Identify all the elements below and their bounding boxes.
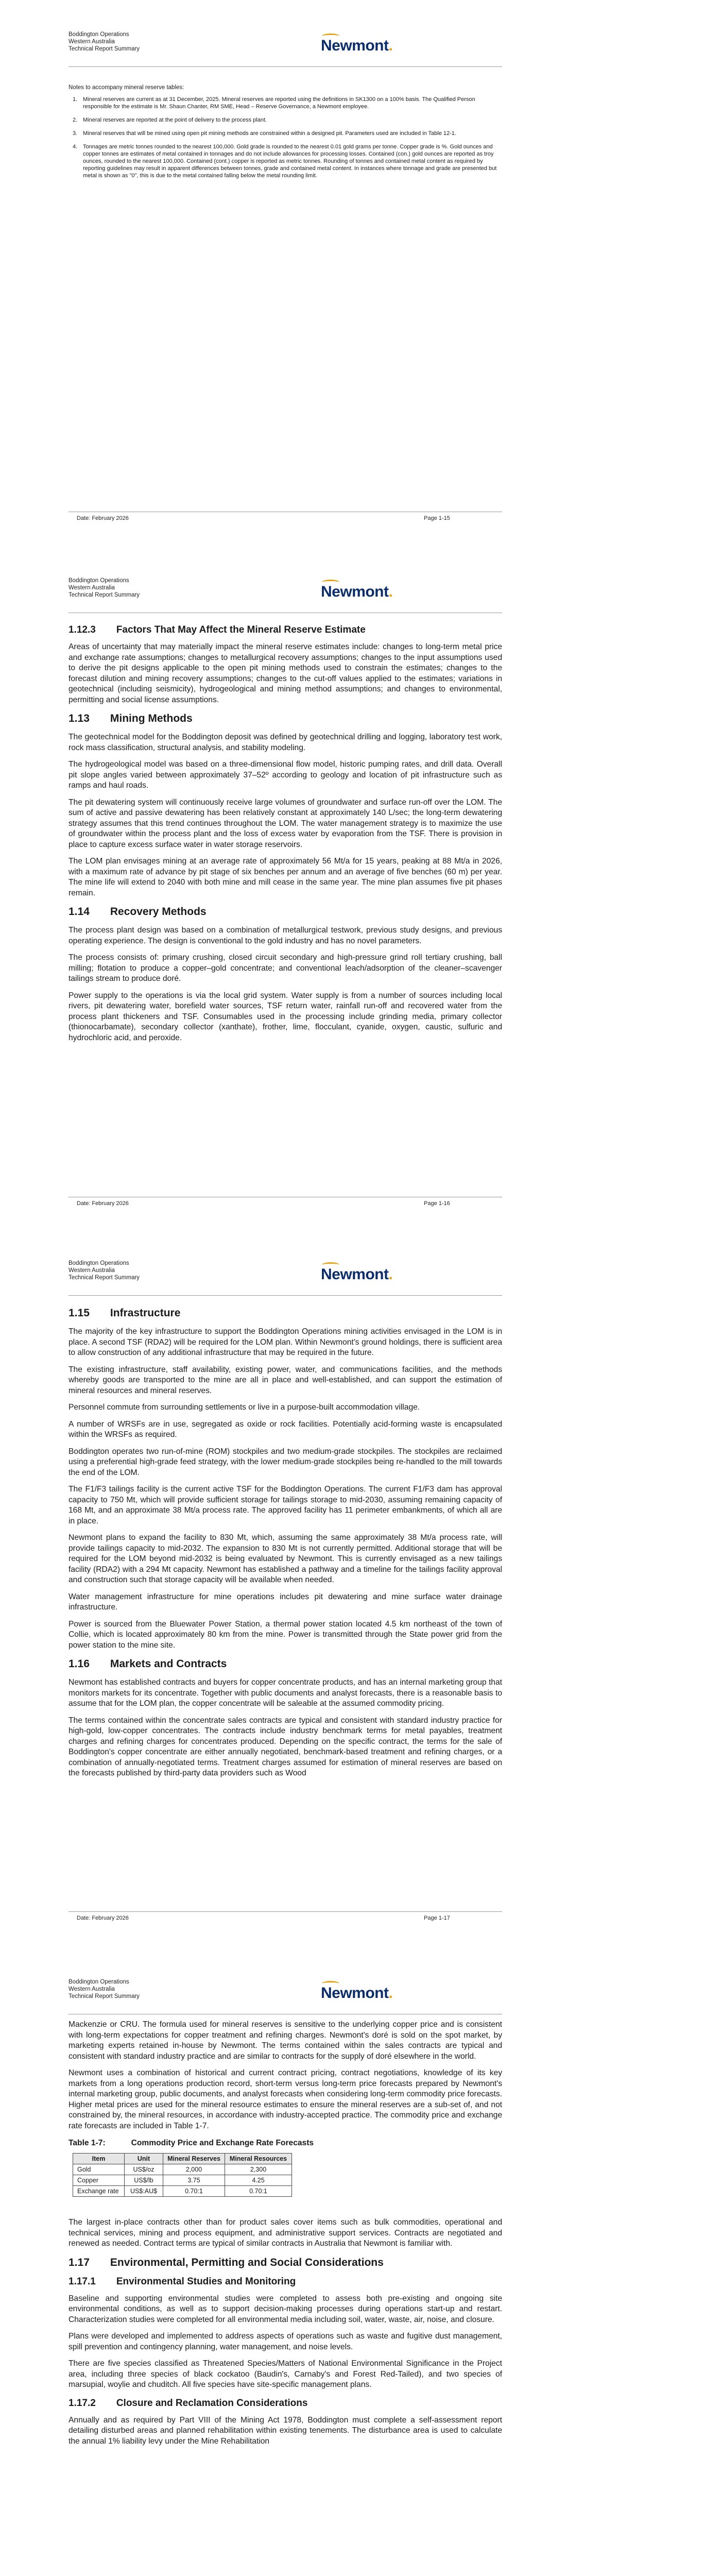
section-number: 1.15 xyxy=(68,1307,90,1319)
table-cell: Gold xyxy=(73,2164,125,2175)
paragraph: Newmont plans to expand the facility to 830 Mt, which, assuming the same approximately 38 Mt/a process rate, will provide tailings capacity to mid-2032. The expansion to 830 Mt is not currently permitted. Additional storage that will be required for the LOM beyond mid-2032 is being evaluated by Newmont. This is currently envisaged as a new tailings facility (RDA2) with a 294 Mt capacity. Newmont has established a pathway and a timeline for the tailings facility approval and construction such that storage capacity will be available when needed. xyxy=(68,1533,502,1584)
note-text: Mineral reserves are current as at 31 December, 2025. Mineral reserves are reported using the definitions in SK1300 on a 100% basis. The Qualified Person responsible for the estimate is Mr. Shaun Chanter, RM SME, Head – Reserve Governance, a Newmont employee. xyxy=(83,96,475,110)
table-cell: Copper xyxy=(73,2175,125,2186)
section-heading xyxy=(68,2276,502,2287)
table-cell: US$:AU$ xyxy=(125,2186,163,2197)
header-line: Western Australia xyxy=(68,39,115,45)
section-heading xyxy=(68,624,502,636)
paragraph: The largest in-place contracts other than for product sales cover items such as bulk commodities, operational and technical services, mining and process equipment, and administrative support services. Contracts are negotiated and renewed as needed. Contract terms are typical of similar contracts in Australia that Newmont is familiar with. xyxy=(68,2218,502,2248)
section-heading xyxy=(68,2398,502,2409)
note-number: 1. xyxy=(73,96,78,103)
page-footer xyxy=(68,1197,502,1209)
section-number: 1.12.3 xyxy=(68,624,96,635)
logo-dot: . xyxy=(388,1266,393,1283)
section-heading xyxy=(68,2257,502,2269)
note-number: 4. xyxy=(73,144,78,150)
page-1-15 xyxy=(0,0,703,531)
section-title: Infrastructure xyxy=(110,1307,181,1319)
note-number: 3. xyxy=(73,130,78,137)
table-cell: Exchange rate xyxy=(73,2186,125,2197)
logo-swoosh-icon xyxy=(322,580,339,585)
section-number: 1.17.2 xyxy=(68,2397,96,2409)
column-header: Unit xyxy=(125,2154,163,2164)
page-header xyxy=(68,1978,502,2014)
table-cell: 4.25 xyxy=(225,2175,292,2186)
paragraph: Baseline and supporting environmental studies were completed to assess both pre-existing and ongoing site environmental conditions, as well as to support decision-making processes during operations start-up and restart. Characterization studies were completed for all environmental media including soil, water, waste, air, noise, and closure. xyxy=(68,2294,502,2324)
paragraph: The F1/F3 tailings facility is the current active TSF for the Boddington Operations. The current F1/F3 dam has approval capacity to 750 Mt, which will provide sufficient storage for tailings storage to mid-2030, assuming remaining capacity of 168 Mt, and an approximate 38 Mt/a process rate. The approved facility has 11 perimeter embankments, of which all are in place. xyxy=(68,1485,502,1526)
page-body xyxy=(68,72,502,185)
column-header: Item xyxy=(73,2154,125,2164)
section-title: Factors That May Affect the Mineral Reserve Estimate xyxy=(116,624,366,635)
logo-dot: . xyxy=(388,583,393,600)
table-cell: 2,300 xyxy=(225,2164,292,2175)
section-heading xyxy=(68,906,502,918)
table-row xyxy=(73,2164,292,2175)
table-caption-title: Commodity Price and Exchange Rate Forecasts xyxy=(131,2139,314,2147)
newmont-logo xyxy=(321,583,392,601)
paragraph: The majority of the key infrastructure to support the Boddington Operations mining activities envisaged in the LOM is in place. A second TSF (RDA2) will be required for the LOM plan. Within Newmont's ground holdings, there is sufficient area to allow construction of any additional infrastructure that may be required in the future. xyxy=(68,1327,502,1357)
header-lines xyxy=(68,1978,140,2000)
note-item xyxy=(68,130,502,137)
paragraph: The LOM plan envisages mining at an average rate of approximately 56 Mt/a for 15 years, peaking at 88 Mt/a in 2026, with a maximum rate of advance by pit stage of six benches per annum and an average of five benches (60 m) per year. The mine life will extend to 2040 with both mine and mill cease in the same year. The mine plan assumes five pit phases remain. xyxy=(68,857,502,897)
page-1-17 xyxy=(0,1231,703,1932)
paragraph: The process plant design was based on a combination of metallurgical testwork, previous study designs, and previous operating experience. The design is conventional to the gold industry and has no novel parameters. xyxy=(68,926,502,945)
header-lines xyxy=(68,577,140,599)
logo-text: Newmont xyxy=(321,37,389,54)
paragraph: The existing infrastructure, staff availability, existing power, water, and communications facilities, and the methods whereby goods are transported to the mine are all in place and well-established, and can support the estimation of mineral resources and mineral reserves. xyxy=(68,1365,502,1395)
table-cell: 0.70:1 xyxy=(163,2186,225,2197)
note-number: 2. xyxy=(73,117,78,123)
table-caption xyxy=(68,2139,502,2148)
header-line: Technical Report Summary xyxy=(68,592,140,598)
table-cell: US$/oz xyxy=(125,2164,163,2175)
paragraph: The geotechnical model for the Boddington deposit was defined by geotechnical drilling and logging, laboratory test work, rock mass classification, structural analysis, and stability modeling. xyxy=(68,733,502,752)
header-line: Western Australia xyxy=(68,1986,115,1992)
note-item xyxy=(68,96,502,110)
table-cell: US$/lb xyxy=(125,2175,163,2186)
page-content xyxy=(68,1947,502,2576)
note-text: Tonnages are metric tonnes rounded to the nearest 100,000. Gold grade is rounded to the nearest 0.01 gold grams per tonne. Copper grade is %. Gold ounces and copper tonnes are estimates of metal contained in tonnages and do not include allowances for processing losses. Contained (con.) gold ounces are reported as troy ounces, rounded to the nearest 100,000. Contained (cont.) copper is reported as metric tonnes. Rounding of tonnes and contained metal content as required by reporting guidelines may result in apparent differences between tonnes, grade and contained metal content. In instances where tonnage and grade are presented but metal is shown as "0", this is due to the metal contained falling below the metal rounding limit. xyxy=(83,144,497,179)
page-header xyxy=(68,577,502,613)
logo-dot: . xyxy=(388,1985,393,2002)
page-body xyxy=(68,1300,502,1785)
paragraph: The process consists of: primary crushing, closed circuit secondary and high-pressure grind roll tertiary crushing, ball milling; flotation to produce a copper–gold concentrate; and conventional leach/adsorption of the cleaner–scavenger tailings stream to produce doré. xyxy=(68,953,502,983)
header-line: Western Australia xyxy=(68,585,115,591)
paragraph: Areas of uncertainty that may materially impact the mineral reserve estimates include: changes to long-term metal price and exchange rate assumptions; changes to metallurgical recovery assumptions; changes to the input assumptions used to derive the pit designs applicable to the open pit mining methods used to constrain the estimates; changes to the forecast dilution and mining recovery assumptions; changes to the cut-off values applied to the estimates; variations in geotechnical (including seismicity), hydrogeological and mining method assumptions; and changes to environmental, permitting and social license assumptions. xyxy=(68,642,502,704)
header-lines xyxy=(68,31,140,53)
header-line: Boddington Operations xyxy=(68,578,129,584)
section-title: Environmental, Permitting and Social Considerations xyxy=(110,2256,384,2268)
section-number: 1.17 xyxy=(68,2256,90,2268)
header-line: Boddington Operations xyxy=(68,31,129,38)
notes-list xyxy=(68,96,502,179)
section-number: 1.14 xyxy=(68,906,90,918)
footer-page-number: Page 1-17 xyxy=(424,1915,450,1921)
page-content xyxy=(68,1231,502,1932)
section-heading xyxy=(68,1307,502,1319)
logo-text: Newmont xyxy=(321,583,389,600)
logo-swoosh-icon xyxy=(322,33,339,39)
note-item xyxy=(68,143,502,179)
page-1-16 xyxy=(0,546,703,1211)
paragraph: Power is sourced from the Bluewater Power Station, a thermal power station located 4.5 km northeast of the town of Collie, which is located approximately 80 km from the mine. Power is transmitted through the State power grid from the power station to the mine site. xyxy=(68,1619,502,1650)
page-content xyxy=(68,0,502,531)
section-heading xyxy=(68,713,502,725)
section-number: 1.17.1 xyxy=(68,2276,96,2287)
paragraph: The hydrogeological model was based on a three-dimensional flow model, historic pumping rates, and drill data. Overall pit slope angles varied between approximately 37–52º according to geology and location of pit infrastructure such as ramps and haul roads. xyxy=(68,760,502,790)
note-text: Mineral reserves that will be mined using open pit mining methods are constrained within a designed pit. Parameters used are included in Table 12-1. xyxy=(83,130,456,137)
section-title: Recovery Methods xyxy=(110,906,207,918)
header-line: Western Australia xyxy=(68,1267,115,1274)
paragraph: Plans were developed and implemented to address aspects of operations such as waste and fugitive dust management, spill prevention and contingency planning, water management, and noise levels. xyxy=(68,2332,502,2351)
paragraph: Power supply to the operations is via the local grid system. Water supply is from a number of sources including local rivers, pit dewatering water, borefield water sources, TSF return water, rainfall run-off and recovered water from the process plant thickeners and TSF. Consumables used in the processing include grinding media, primary collector (thionocarbamate), secondary collector (xanthate), frother, lime, flocculant, cyanide, oxygen, caustic, sulfuric and hydrochloric acid, and peroxide. xyxy=(68,991,502,1042)
paragraph: The pit dewatering system will continuously receive large volumes of groundwater and surface run-off over the LOM. The sum of active and passive dewatering has been relatively constant at approximately 140 L/sec; the long-term dewatering strategy assumes that this trend continues throughout the LOM. The water management strategy is to maximize the use of groundwater within the process plant and the loss of excess water by evaporation from the TSF. There is provision in place to capture excess surface water in water storage reservoirs. xyxy=(68,798,502,849)
paragraph: Personnel commute from surrounding settlements or live in a purpose-built accommodation village. xyxy=(68,1403,420,1412)
paragraph: The terms contained within the concentrate sales contracts are typical and consistent with standard industry practice for high-gold, low-copper concentrates. The contracts include industry benchmark terms for metal payables, treatment charges and refining charges for concentrates produced. Depending on the specific contract, the terms for the sale of Boddington's copper concentrate are either annually negotiated, benchmark-based treatment and refining charges, or a combination of annually-negotiated terms. Treatment charges assumed for estimation of mineral reserves are based on the forecasts published by third-party data providers such as Wood xyxy=(68,1716,502,1777)
commodity-price-table xyxy=(73,2153,292,2197)
newmont-logo xyxy=(321,37,392,55)
page-body xyxy=(68,2020,502,2453)
footer-date: Date: February 2026 xyxy=(77,1915,129,1921)
logo-text: Newmont xyxy=(321,1985,389,2002)
logo-swoosh-icon xyxy=(322,1262,339,1267)
logo-swoosh-icon xyxy=(322,1981,339,1986)
logo-dot: . xyxy=(388,37,393,54)
paragraph: Newmont has established contracts and buyers for copper concentrate products, and has an internal marketing group that monitors markets for its concentrate. Together with public documents and analyst forecasts, there is a reasonable basis to assume that for the LOM plan, the copper concentrate will be saleable at the assumed commodity pricing. xyxy=(68,1678,502,1708)
page-1-18 xyxy=(0,1947,703,2576)
table-row xyxy=(73,2186,292,2197)
table-header-row xyxy=(73,2154,292,2164)
header-lines xyxy=(68,1260,140,1281)
section-title: Markets and Contracts xyxy=(110,1658,227,1670)
logo-text: Newmont xyxy=(321,1266,389,1283)
header-line: Technical Report Summary xyxy=(68,1275,140,1281)
paragraph: There are five species classified as Threatened Species/Matters of National Environmental Significance in the Project area, including three species of black cockatoo (Baudin's, Carnaby's and Forest Red-Tailed), and two species of marsupial, woylie and chuditch. All five species have site-specific management plans. xyxy=(68,2359,502,2389)
paragraph: Newmont uses a combination of historical and current contract pricing, contract negotiations, knowledge of its key markets from a long operations production record, short-term versus long-term price forecasts prepared by Newmont's internal marketing group, public documents, and analyst forecasts when considering long-term commodity price forecasts. Higher metal prices are used for the mineral resource estimates to ensure the mineral reserves are a sub-set of, and not constrained by, the mineral resources, in accordance with industry-accepted practice. The commodity price and exchange rate forecasts are included in Table 1-7. xyxy=(68,2069,502,2130)
note-item xyxy=(68,116,502,124)
newmont-logo xyxy=(321,1266,392,1283)
page-footer xyxy=(68,1911,502,1924)
column-header: Mineral Reserves xyxy=(163,2154,225,2164)
page-header xyxy=(68,1260,502,1296)
note-text: Mineral reserves are reported at the point of delivery to the process plant. xyxy=(83,117,267,123)
table-cell: 0.70:1 xyxy=(225,2186,292,2197)
section-title: Mining Methods xyxy=(110,713,193,724)
page-content xyxy=(68,546,502,1211)
header-line: Technical Report Summary xyxy=(68,1993,140,1999)
paragraph: Mackenzie or CRU. The formula used for mineral reserves is sensitive to the underlying copper price and is consistent with long-term expectations for copper treatment and refining charges. Newmont's doré is sold on the spot market, by marketing experts retained in-house by Newmont. The terms contained within the sales contracts are typical and consistent with standard industry practice and are similar to contracts for the supply of doré elsewhere in the world. xyxy=(68,2020,502,2061)
paragraph: Annually and as required by Part VIII of the Mining Act 1978, Boddington must complete a self-assessment report detailing disturbed areas and planned rehabilitation within existing tenements. The disturbance area is used to calculate the annual 1% liability levy under the Mine Rehabilitation xyxy=(68,2415,502,2446)
paragraph: A number of WRSFs are in use, segregated as oxide or rock facilities. Potentially acid-forming waste is encapsulated within the WRSFs as required. xyxy=(68,1419,502,1439)
section-number: 1.16 xyxy=(68,1658,90,1670)
footer-page-number: Page 1-16 xyxy=(424,1200,450,1207)
page-footer xyxy=(68,512,502,524)
table-caption-number: Table 1-7: xyxy=(68,2139,106,2147)
page-body xyxy=(68,617,502,1049)
page-header xyxy=(68,31,502,67)
footer-date: Date: February 2026 xyxy=(77,515,129,521)
notes-intro: Notes to accompany mineral reserve tables: xyxy=(68,84,184,91)
section-title: Closure and Reclamation Considerations xyxy=(116,2397,308,2409)
column-header: Mineral Resources xyxy=(225,2154,292,2164)
newmont-logo xyxy=(321,1985,392,2002)
footer-page-number: Page 1-15 xyxy=(424,515,450,521)
footer-date: Date: February 2026 xyxy=(77,1200,129,1207)
table-cell: 2,000 xyxy=(163,2164,225,2175)
section-title: Environmental Studies and Monitoring xyxy=(116,2276,296,2287)
header-line: Boddington Operations xyxy=(68,1979,129,1985)
paragraph: Water management infrastructure for mine operations includes pit dewatering and mine surface water drainage infrastructure. xyxy=(68,1592,502,1612)
table-cell: 3.75 xyxy=(163,2175,225,2186)
header-line: Technical Report Summary xyxy=(68,46,140,52)
header-line: Boddington Operations xyxy=(68,1260,129,1266)
table-row xyxy=(73,2175,292,2186)
section-heading xyxy=(68,1658,502,1670)
section-number: 1.13 xyxy=(68,713,90,724)
paragraph: Boddington operates two run-of-mine (ROM) stockpiles and two medium-grade stockpiles. The stockpiles are reclaimed using a preferential high-grade feed strategy, with the lower medium-grade stockpiles being re-handled to the mill towards the end of the LOM. xyxy=(68,1447,502,1477)
